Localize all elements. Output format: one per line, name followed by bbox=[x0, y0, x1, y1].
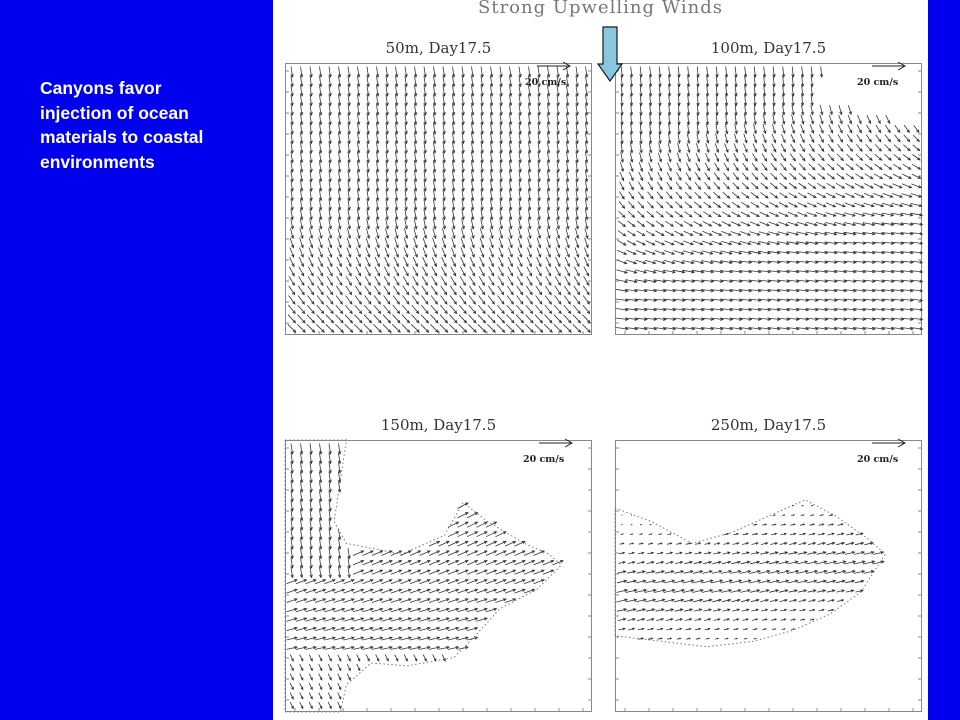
reference-arrow-icon bbox=[535, 61, 575, 71]
reference-arrow-icon bbox=[870, 438, 910, 448]
caption-line-3: materials to coastal bbox=[40, 127, 204, 147]
panel-50m bbox=[285, 39, 592, 335]
reference-label: 20 cm/s bbox=[857, 454, 899, 465]
reference-label: 20 cm/s bbox=[525, 77, 567, 88]
figure-title: Strong Upwelling Winds bbox=[478, 0, 723, 18]
reference-label: 20 cm/s bbox=[857, 77, 899, 88]
reference-arrow-icon bbox=[870, 61, 910, 71]
down-arrow-icon bbox=[597, 26, 623, 82]
vector-plot bbox=[615, 63, 922, 335]
panel-150m bbox=[285, 416, 592, 712]
panel-title: 50m, Day17.5 bbox=[385, 39, 492, 57]
panel-title: 100m, Day17.5 bbox=[710, 39, 827, 57]
panel-100m bbox=[615, 39, 922, 335]
caption-line-1: Canyons favor bbox=[40, 78, 162, 98]
reference-arrow-icon bbox=[537, 438, 577, 448]
velocity-figure bbox=[273, 0, 928, 720]
slide-caption bbox=[40, 76, 250, 174]
caption-line-4: environments bbox=[40, 151, 155, 172]
vector-plot bbox=[615, 440, 922, 712]
reference-label: 20 cm/s bbox=[523, 454, 565, 465]
caption-line-2: injection of ocean bbox=[40, 102, 189, 123]
vector-plot bbox=[285, 63, 592, 335]
vector-plot bbox=[285, 440, 592, 712]
panel-title: 250m, Day17.5 bbox=[710, 416, 827, 434]
panel-250m bbox=[615, 416, 922, 712]
panel-title: 150m, Day17.5 bbox=[380, 416, 497, 434]
